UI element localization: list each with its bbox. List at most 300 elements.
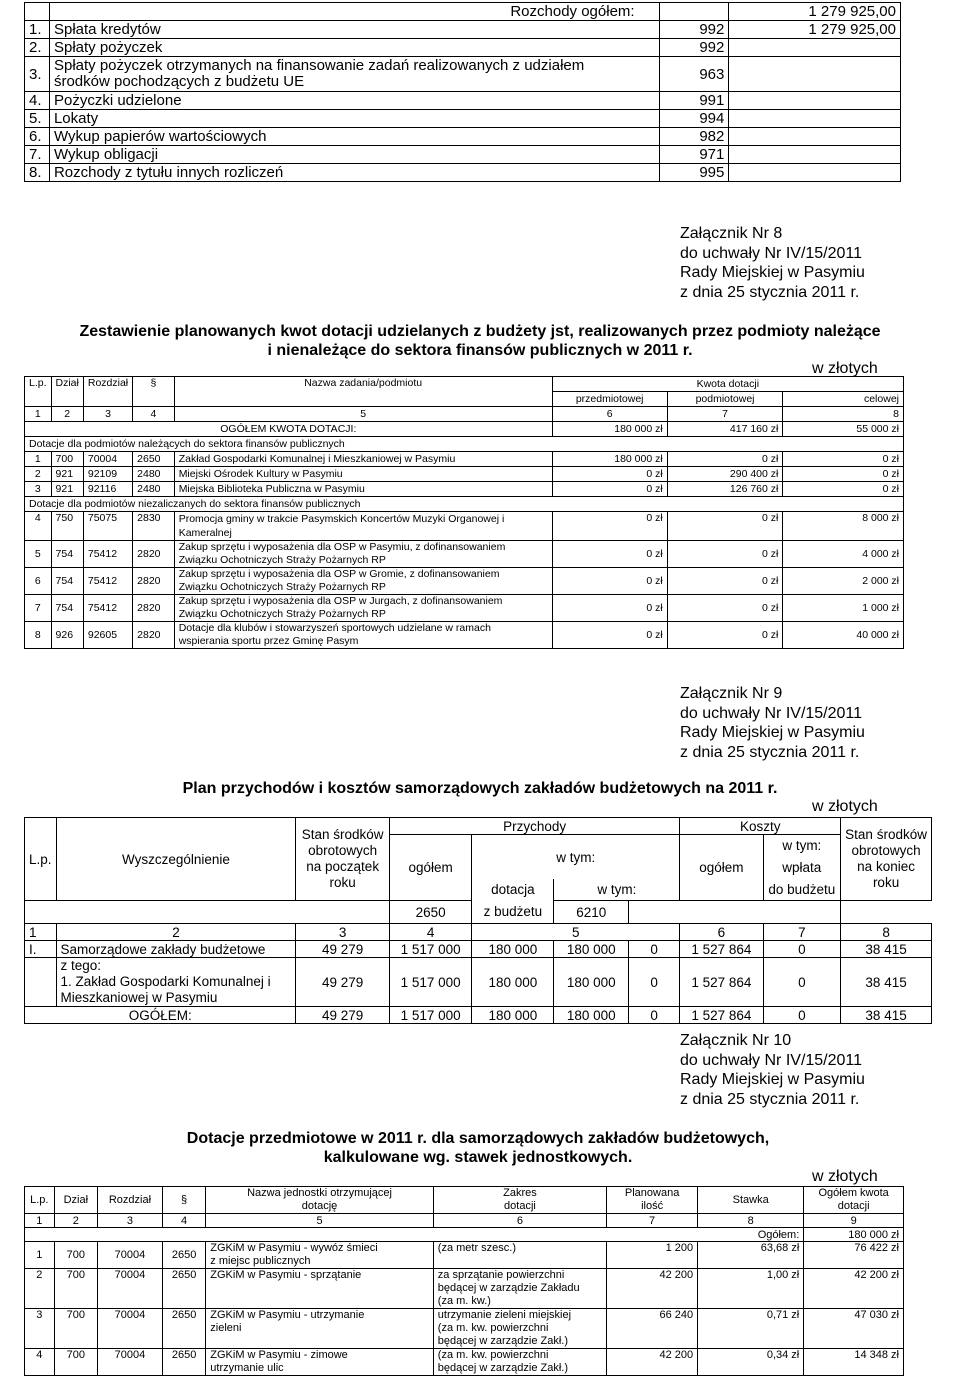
resolution-number: do uchwały Nr IV/15/2011 bbox=[680, 704, 863, 722]
col-ogolem bbox=[804, 1187, 904, 1214]
table-cell: 0 zł bbox=[552, 622, 667, 649]
table-cell: Planowana bbox=[624, 1187, 680, 1199]
attachment-title: Załącznik Nr 9 bbox=[680, 685, 783, 702]
row-amount bbox=[729, 110, 901, 128]
table-cell: 1 000 zł bbox=[783, 595, 904, 622]
table-cell: roku bbox=[872, 875, 900, 891]
attachment-title: Załącznik Nr 10 bbox=[680, 1032, 792, 1049]
table-cell: 754 bbox=[51, 595, 83, 622]
table-row bbox=[25, 941, 932, 958]
row-number: 4. bbox=[25, 92, 50, 110]
row-paragraph: 995 bbox=[659, 164, 729, 182]
table-cell: z budżetu bbox=[483, 904, 543, 919]
table-cell: 0 zł bbox=[667, 622, 783, 649]
col-dotacja bbox=[472, 879, 554, 924]
col-celowej: celowej bbox=[783, 392, 904, 407]
table-cell: 0 zł bbox=[783, 467, 904, 482]
total-label: OGÓŁEM KWOTA DOTACJI: bbox=[25, 422, 553, 437]
table-cell: 921 bbox=[51, 482, 83, 497]
table-cell: 0 zł bbox=[552, 482, 667, 497]
table-row bbox=[25, 622, 904, 649]
table-cell: 2820 bbox=[133, 622, 175, 649]
heading-line: i nienależące do sektora finansów publicznych w 2011 r. bbox=[267, 342, 693, 359]
col-number: 4 bbox=[133, 407, 175, 422]
table-cell: 49 279 bbox=[296, 1007, 389, 1024]
col-ogolem: ogółem bbox=[389, 835, 471, 901]
table-cell: 0 bbox=[629, 941, 680, 958]
table-cell: 0 zł bbox=[552, 467, 667, 482]
table-cell: 2 000 zł bbox=[783, 568, 904, 595]
table-cell: 2650 bbox=[162, 1269, 205, 1309]
table-cell: 180 000 bbox=[554, 958, 629, 1007]
table-cell bbox=[174, 595, 552, 622]
col-przedmiotowej: przedmiotowej bbox=[552, 392, 667, 407]
resolution-date: z dnia 25 stycznia 2011 r. bbox=[680, 1090, 860, 1108]
table-cell: 0 bbox=[629, 1007, 680, 1024]
row-amount bbox=[729, 39, 901, 57]
col-koszty: Koszty bbox=[680, 818, 841, 835]
table-row-total bbox=[25, 1007, 932, 1024]
table-cell: Mieszkaniowej w Pasymiu bbox=[60, 990, 218, 1005]
col-lp: L.p. bbox=[25, 377, 52, 407]
col-dzial: Dział bbox=[51, 377, 83, 407]
col-2650: 2650 bbox=[389, 901, 471, 924]
row-name bbox=[49, 57, 659, 92]
row-paragraph: 991 bbox=[659, 92, 729, 110]
heading-line: Zestawienie planowanych kwot dotacji udzielanych z budżety jst, realizowanych przez podmioty należące bbox=[79, 323, 881, 340]
rozchody-title: Rozchody ogółem: bbox=[49, 3, 659, 21]
col-nazwa: Nazwa zadania/podmiotu bbox=[174, 377, 552, 407]
section-label: Dotacje dla podmiotów należących do sektora finansów publicznych bbox=[25, 437, 904, 452]
col-do-budzetu: do budżetu bbox=[763, 879, 841, 901]
section-9-heading: Plan przychodów i kosztów samorządowych zakładów budżetowych na 2011 r. bbox=[182, 780, 778, 797]
table-cell: 754 bbox=[51, 568, 83, 595]
col-number: 9 bbox=[804, 1214, 904, 1228]
table-cell: 126 760 zł bbox=[667, 482, 783, 497]
section-label: Dotacje dla podmiotów niezaliczanych do sektora finansów publicznych bbox=[25, 497, 904, 512]
table-row bbox=[25, 595, 904, 622]
row-number: 8. bbox=[25, 164, 50, 182]
table-row bbox=[25, 1349, 904, 1376]
attachment-8-header bbox=[680, 224, 865, 302]
col-number: 3 bbox=[83, 407, 132, 422]
table-cell: 0 zł bbox=[552, 595, 667, 622]
table-cell: 0 zł bbox=[667, 568, 783, 595]
table-row bbox=[25, 958, 932, 1007]
table-cell: na koniec bbox=[857, 859, 915, 875]
col-number: 1 bbox=[25, 924, 57, 941]
table-cell: za sprzątanie powierzchni bbox=[437, 1269, 565, 1281]
table-cell: 70004 bbox=[97, 1309, 162, 1349]
table-cell: 38 415 bbox=[841, 1007, 932, 1024]
table-cell: 38 415 bbox=[841, 941, 932, 958]
table-cell: 2830 bbox=[133, 512, 175, 541]
row-number: 6. bbox=[25, 128, 50, 146]
section-10-heading bbox=[0, 1129, 956, 1167]
table-cell: 2480 bbox=[133, 482, 175, 497]
section-8-heading bbox=[0, 322, 960, 360]
table-cell bbox=[433, 1242, 606, 1269]
table-cell: 1 527 864 bbox=[680, 958, 763, 1007]
rozchody-total: 1 279 925,00 bbox=[729, 3, 901, 21]
col-number: 3 bbox=[97, 1214, 162, 1228]
table-cell: 1 517 000 bbox=[389, 941, 471, 958]
table-cell bbox=[659, 3, 729, 21]
table-cell: 2650 bbox=[162, 1242, 205, 1269]
resolution-number: do uchwały Nr IV/15/2011 bbox=[680, 1051, 863, 1069]
table-cell: Zakup sprzętu i wyposażenia dla OSP w Gromie, z dofinansowaniem bbox=[178, 568, 500, 580]
table-cell: 1 527 864 bbox=[680, 941, 763, 958]
col-lp: L.p. bbox=[25, 818, 57, 901]
col-zakres bbox=[433, 1187, 606, 1214]
table-cell: 40 000 zł bbox=[783, 622, 904, 649]
dotacje-table bbox=[24, 376, 904, 649]
table-cell: 70004 bbox=[97, 1269, 162, 1309]
col-number: 5 bbox=[206, 1214, 434, 1228]
table-cell bbox=[174, 568, 552, 595]
zaklady-budzetowe-table bbox=[24, 817, 932, 1024]
col-number: 8 bbox=[698, 1214, 804, 1228]
table-cell: 1 527 864 bbox=[680, 1007, 763, 1024]
table-cell: obrotowych bbox=[851, 843, 921, 859]
table-row bbox=[25, 1309, 904, 1349]
attachment-title: Załącznik Nr 8 bbox=[680, 225, 783, 242]
table-cell: 1 bbox=[25, 1242, 55, 1269]
row-name: Wykup papierów wartościowych bbox=[49, 128, 659, 146]
table-cell: 42 200 zł bbox=[804, 1269, 904, 1309]
table-cell: Dotacje dla klubów i stowarzyszeń sportowych udzielane w ramach bbox=[178, 622, 491, 634]
council-name: Rady Miejskiej w Pasymiu bbox=[680, 1071, 865, 1088]
table-cell: 42 200 bbox=[607, 1349, 698, 1376]
table-cell: ZGKiM w Pasymiu - zimowe bbox=[210, 1349, 348, 1361]
table-cell: Zakup sprzętu i wyposażenia dla OSP w Jurgach, z dofinansowaniem bbox=[178, 595, 503, 607]
table-cell: (za m. kw.) bbox=[437, 1295, 491, 1307]
col-number: 4 bbox=[389, 924, 471, 941]
table-cell bbox=[433, 1309, 606, 1349]
table-cell: 700 bbox=[54, 1242, 97, 1269]
table-cell: 6 bbox=[25, 568, 52, 595]
unit-label: w złotych bbox=[812, 1168, 878, 1185]
table-cell: 47 030 zł bbox=[804, 1309, 904, 1349]
table-cell: 180 000 bbox=[554, 941, 629, 958]
col-dzial: Dział bbox=[54, 1187, 97, 1214]
table-cell: OGÓŁEM: bbox=[25, 1007, 296, 1024]
table-cell: 2820 bbox=[133, 541, 175, 568]
row-number: 3. bbox=[25, 57, 50, 92]
col-number: 7 bbox=[763, 924, 841, 941]
row-number: 2. bbox=[25, 39, 50, 57]
table-cell: 2 bbox=[25, 467, 52, 482]
table-cell: Kameralnej bbox=[178, 527, 232, 539]
col-przychody: Przychody bbox=[389, 818, 679, 835]
table-cell bbox=[629, 901, 841, 924]
resolution-number: do uchwały Nr IV/15/2011 bbox=[680, 244, 863, 262]
table-cell: obrotowych bbox=[308, 843, 378, 859]
row-paragraph: 992 bbox=[659, 39, 729, 57]
col-planowana bbox=[607, 1187, 698, 1214]
table-cell: 75412 bbox=[83, 541, 132, 568]
table-row bbox=[25, 1242, 904, 1269]
table-row bbox=[25, 1269, 904, 1309]
row-name: Wykup obligacji bbox=[49, 146, 659, 164]
col-number: 1 bbox=[25, 1214, 55, 1228]
col-number: 7 bbox=[607, 1214, 698, 1228]
table-cell: 7 bbox=[25, 595, 52, 622]
table-cell: dotacji bbox=[504, 1200, 536, 1212]
table-cell: 0 zł bbox=[783, 452, 904, 467]
table-cell: Zakres bbox=[503, 1187, 537, 1199]
col-number: 4 bbox=[162, 1214, 205, 1228]
table-cell: Stan środków bbox=[845, 827, 927, 843]
table-cell: 3 bbox=[25, 482, 52, 497]
row-name: Pożyczki udzielone bbox=[49, 92, 659, 110]
table-cell: 0 zł bbox=[667, 452, 783, 467]
total-value: 417 160 zł bbox=[667, 422, 783, 437]
col-stan-koniec bbox=[841, 818, 932, 901]
col-nazwa bbox=[206, 1187, 434, 1214]
heading-line: kalkulowane wg. stawek jednostkowych. bbox=[323, 1149, 633, 1166]
col-stawka: Stawka bbox=[698, 1187, 804, 1214]
table-row bbox=[25, 482, 904, 497]
table-cell: 2820 bbox=[133, 595, 175, 622]
table-cell: 2650 bbox=[162, 1349, 205, 1376]
council-name: Rady Miejskiej w Pasymiu bbox=[680, 724, 865, 741]
col-number: 6 bbox=[552, 407, 667, 422]
table-cell: 75412 bbox=[83, 595, 132, 622]
table-cell: 700 bbox=[51, 452, 83, 467]
table-cell: zieleni bbox=[210, 1322, 242, 1334]
table-cell: 700 bbox=[54, 1349, 97, 1376]
table-cell: z miejsc publicznych bbox=[210, 1255, 311, 1267]
table-cell bbox=[25, 3, 50, 21]
table-cell: (za m. kw. powierzchni bbox=[437, 1322, 549, 1334]
table-cell: 70004 bbox=[97, 1242, 162, 1269]
table-cell: 92116 bbox=[83, 482, 132, 497]
table-cell: 70004 bbox=[97, 1349, 162, 1376]
table-cell bbox=[174, 622, 552, 649]
table-cell: 8 bbox=[25, 622, 52, 649]
table-cell: Związku Ochotniczych Straży Pożarnych RP bbox=[178, 581, 386, 593]
col-rozdzial: Rozdział bbox=[83, 377, 132, 407]
table-cell: 0,71 zł bbox=[698, 1309, 804, 1349]
row-amount bbox=[729, 164, 901, 182]
row-paragraph: 982 bbox=[659, 128, 729, 146]
table-cell: dotacja bbox=[491, 882, 535, 897]
row-amount bbox=[729, 128, 901, 146]
table-row bbox=[25, 452, 904, 467]
table-row bbox=[25, 512, 904, 541]
col-wplata bbox=[763, 835, 841, 880]
table-cell: 754 bbox=[51, 541, 83, 568]
table-cell: 2650 bbox=[133, 452, 175, 467]
table-cell: 180 000 bbox=[554, 1007, 629, 1024]
col-w-tym: w tym: bbox=[472, 835, 680, 880]
council-name: Rady Miejskiej w Pasymiu bbox=[680, 264, 865, 281]
table-cell: 0 bbox=[629, 958, 680, 1007]
resolution-date: z dnia 25 stycznia 2011 r. bbox=[680, 743, 860, 761]
col-number: 3 bbox=[296, 924, 389, 941]
table-cell: 0 zł bbox=[667, 595, 783, 622]
table-cell: ZGKiM w Pasymiu - sprzątanie bbox=[210, 1269, 362, 1281]
table-row bbox=[25, 568, 904, 595]
table-cell bbox=[174, 541, 552, 568]
row-number: 1. bbox=[25, 21, 50, 39]
table-cell: 38 415 bbox=[841, 958, 932, 1007]
col-6210: 6210 bbox=[554, 901, 629, 924]
table-cell: 2 bbox=[25, 1269, 55, 1309]
col-number: 6 bbox=[433, 1214, 606, 1228]
table-cell: 0 zł bbox=[667, 512, 783, 541]
table-cell: 14 348 zł bbox=[804, 1349, 904, 1376]
table-cell: 700 bbox=[54, 1269, 97, 1309]
row-number: 5. bbox=[25, 110, 50, 128]
total-value: 180 000 zł bbox=[804, 1228, 904, 1242]
table-cell: 0 zł bbox=[667, 541, 783, 568]
row-name-line: środków pochodzących z budżetu UE bbox=[53, 73, 305, 90]
table-cell: 75412 bbox=[83, 568, 132, 595]
row-amount bbox=[729, 92, 901, 110]
table-cell: utrzymanie ulic bbox=[210, 1362, 284, 1374]
table-cell bbox=[206, 1309, 434, 1349]
table-cell: na początek bbox=[306, 859, 380, 875]
table-cell: będącej w zarządzie Zakładu bbox=[437, 1282, 580, 1294]
table-cell bbox=[206, 1269, 434, 1309]
row-paragraph: 992 bbox=[659, 21, 729, 39]
table-cell: Zakup sprzętu i wyposażenia dla OSP w Pasymiu, z dofinansowaniem bbox=[178, 541, 506, 553]
col-number: 2 bbox=[54, 1214, 97, 1228]
table-cell bbox=[206, 1242, 434, 1269]
table-cell: 49 279 bbox=[296, 958, 389, 1007]
col-podmiotowej: podmiotowej bbox=[667, 392, 783, 407]
table-cell: Samorządowe zakłady budżetowe bbox=[56, 941, 296, 958]
table-cell: 92109 bbox=[83, 467, 132, 482]
table-cell: ZGKiM w Pasymiu - utrzymanie bbox=[210, 1309, 365, 1321]
dotacje-przedmiotowe-table bbox=[24, 1186, 904, 1376]
attachment-10-header bbox=[680, 1031, 865, 1109]
table-cell: 180 000 bbox=[472, 958, 554, 1007]
table-cell: 66 240 bbox=[607, 1309, 698, 1349]
table-cell bbox=[56, 958, 296, 1007]
col-rozdzial: Rozdział bbox=[97, 1187, 162, 1214]
col-kwota: Kwota dotacji bbox=[552, 377, 903, 392]
table-cell: wspierania sportu przez Gminę Pasym bbox=[178, 635, 359, 647]
table-cell: 1 bbox=[25, 452, 52, 467]
col-paragraph: § bbox=[162, 1187, 205, 1214]
table-cell: 42 200 bbox=[607, 1269, 698, 1309]
col-paragraph: § bbox=[133, 377, 175, 407]
table-cell bbox=[174, 512, 552, 541]
row-name-line: Spłaty pożyczek otrzymanych na finansowanie zadań realizowanych z udziałem bbox=[53, 57, 585, 74]
table-cell: Promocja gminy w trakcie Pasymskich Koncertów Muzyki Organowej i bbox=[178, 513, 505, 525]
table-cell: 750 bbox=[51, 512, 83, 541]
table-cell: z tego: bbox=[60, 958, 102, 973]
heading-line: Dotacje przedmiotowe w 2011 r. dla samorządowych zakładów budżetowych, bbox=[186, 1130, 770, 1147]
attachment-9-header bbox=[680, 684, 865, 762]
col-number: 2 bbox=[51, 407, 83, 422]
table-cell: 75075 bbox=[83, 512, 132, 541]
table-cell: 8 000 zł bbox=[783, 512, 904, 541]
table-cell: 0 zł bbox=[783, 482, 904, 497]
col-number: 8 bbox=[783, 407, 904, 422]
col-stan-poczatek bbox=[296, 818, 389, 901]
col-number: 6 bbox=[680, 924, 763, 941]
table-cell: Związku Ochotniczych Straży Pożarnych RP bbox=[178, 554, 386, 566]
table-cell: 2480 bbox=[133, 467, 175, 482]
table-cell: 700 bbox=[54, 1309, 97, 1349]
table-cell: 0 zł bbox=[552, 568, 667, 595]
table-cell bbox=[433, 1269, 606, 1309]
col-wyszczegolnienie: Wyszczególnienie bbox=[56, 818, 296, 901]
table-cell: 92605 bbox=[83, 622, 132, 649]
row-amount bbox=[729, 57, 901, 92]
table-cell: 4 bbox=[25, 1349, 55, 1376]
unit-label: w złotych bbox=[812, 360, 878, 377]
table-cell: 0 bbox=[763, 1007, 841, 1024]
table-cell: 1 517 000 bbox=[389, 1007, 471, 1024]
table-cell: 180 000 bbox=[472, 941, 554, 958]
total-value: 180 000 zł bbox=[552, 422, 667, 437]
row-name: Lokaty bbox=[49, 110, 659, 128]
table-cell: 1 200 bbox=[607, 1242, 698, 1269]
table-cell: będącej w zarządzie Zakł.) bbox=[437, 1362, 569, 1374]
table-cell: 2820 bbox=[133, 568, 175, 595]
col-number: 7 bbox=[667, 407, 783, 422]
table-cell: będącej w zarządzie Zakł.) bbox=[437, 1335, 569, 1347]
table-cell: dotację bbox=[301, 1200, 338, 1212]
table-cell: dotacji bbox=[837, 1200, 870, 1212]
row-number: 7. bbox=[25, 146, 50, 164]
table-cell: (za metr szesc.) bbox=[437, 1242, 517, 1254]
row-paragraph: 963 bbox=[659, 57, 729, 92]
table-cell: Stan środków bbox=[301, 827, 384, 843]
row-paragraph: 971 bbox=[659, 146, 729, 164]
table-cell: 63,68 zł bbox=[698, 1242, 804, 1269]
table-cell: ZGKiM w Pasymiu - wywóz śmieci bbox=[210, 1242, 378, 1254]
table-cell: I. bbox=[25, 941, 57, 958]
col-number: 5 bbox=[174, 407, 552, 422]
row-name: Spłaty pożyczek bbox=[49, 39, 659, 57]
row-amount: 1 279 925,00 bbox=[729, 21, 901, 39]
table-cell: 926 bbox=[51, 622, 83, 649]
table-cell: 0 zł bbox=[552, 541, 667, 568]
unit-label: w złotych bbox=[812, 798, 878, 815]
table-cell bbox=[25, 901, 390, 924]
total-value: 55 000 zł bbox=[783, 422, 904, 437]
table-cell: Związku Ochotniczych Straży Pożarnych RP bbox=[178, 608, 386, 620]
table-cell: 70004 bbox=[83, 452, 132, 467]
table-cell: 1,00 zł bbox=[698, 1269, 804, 1309]
table-cell: Miejska Biblioteka Publiczna w Pasymiu bbox=[174, 482, 552, 497]
table-cell: 180 000 zł bbox=[552, 452, 667, 467]
col-number: 2 bbox=[56, 924, 296, 941]
table-cell: Nazwa jednostki otrzymującej bbox=[247, 1187, 392, 1199]
row-name: Spłata kredytów bbox=[49, 21, 659, 39]
table-row bbox=[25, 467, 904, 482]
row-paragraph: 994 bbox=[659, 110, 729, 128]
table-cell: 0 bbox=[763, 941, 841, 958]
table-cell: Ogółem kwota bbox=[818, 1187, 889, 1199]
table-cell: 3 bbox=[25, 1309, 55, 1349]
table-cell: 76 422 zł bbox=[804, 1242, 904, 1269]
col-ogolem: ogółem bbox=[680, 835, 763, 901]
row-name: Rozchody z tytułu innych rozliczeń bbox=[49, 164, 659, 182]
table-cell: 290 400 zł bbox=[667, 467, 783, 482]
table-cell bbox=[206, 1349, 434, 1376]
col-number: 1 bbox=[25, 407, 52, 422]
total-label: Ogółem: bbox=[25, 1228, 804, 1242]
table-cell: 1 517 000 bbox=[389, 958, 471, 1007]
table-cell bbox=[433, 1349, 606, 1376]
